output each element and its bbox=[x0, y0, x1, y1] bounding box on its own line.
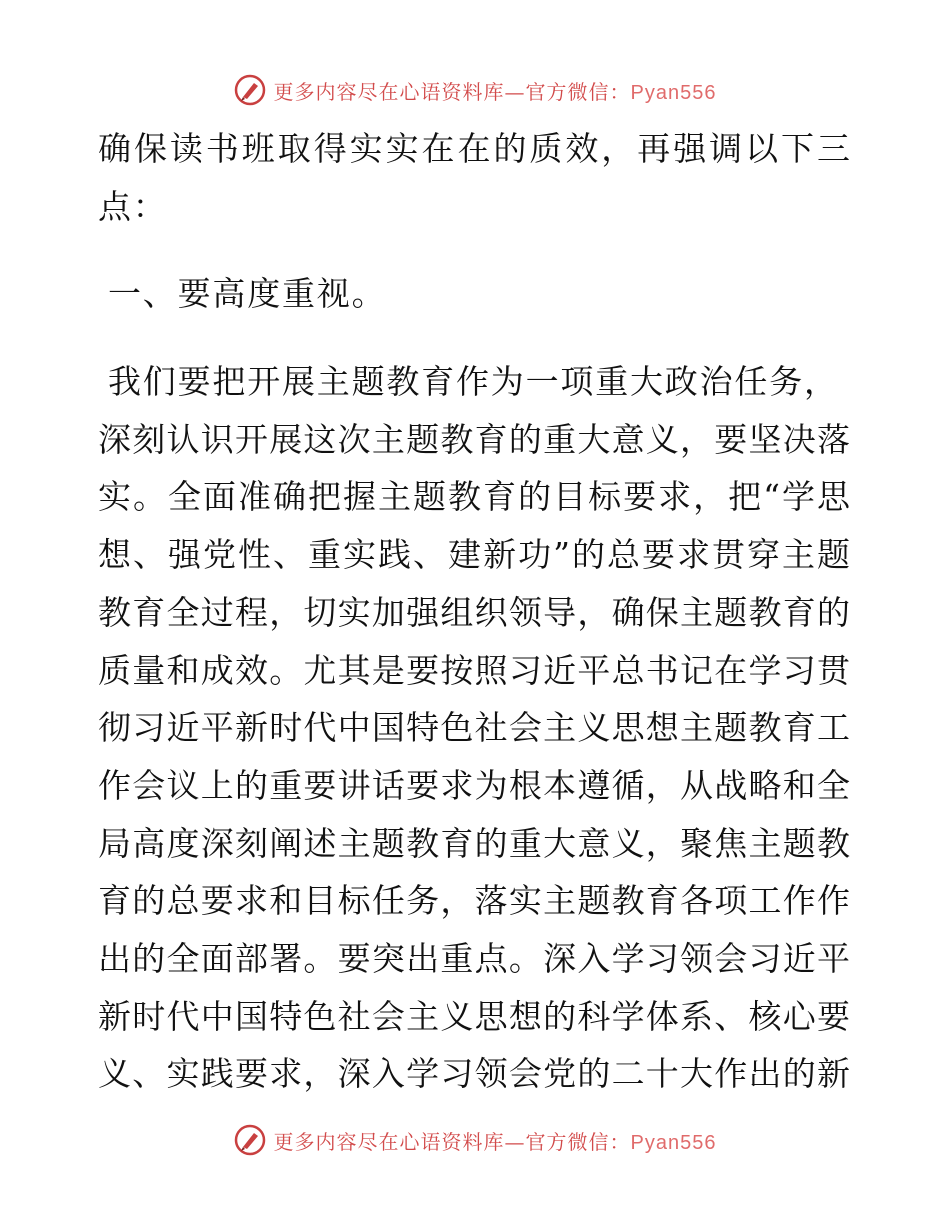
paragraph-line-1: 我们要把开展主题教育作为一项重大政治任务， bbox=[108, 362, 839, 402]
paragraph-line-2: 深刻认识开展这次主题教育的重大意义，要坚决落 bbox=[98, 419, 850, 459]
watermark-account: Pyan556 bbox=[630, 81, 717, 104]
quill-logo-icon bbox=[234, 1124, 266, 1156]
paragraph-line-12: 新时代中国特色社会主义思想的科学体系、核心要 bbox=[98, 996, 850, 1036]
quill-logo-icon bbox=[234, 74, 266, 106]
paragraph-line-9: 局高度深刻阐述主题教育的重大意义，聚焦主题教 bbox=[98, 823, 850, 863]
paragraph-line-7: 彻习近平新时代中国特色社会主义思想主题教育工 bbox=[98, 708, 850, 748]
paragraph-line-11: 出的全面部署。要突出重点。深入学习领会习近平 bbox=[98, 938, 850, 978]
paragraph-line-6: 质量和成效。尤其是要按照习近平总书记在学习贯 bbox=[98, 650, 850, 690]
watermark-text: 更多内容尽在心语资料库—官方微信：Pyan556 bbox=[273, 79, 717, 104]
intro-line-1: 确保读书班取得实实在在的质效，再强调以下三 bbox=[98, 129, 850, 168]
paragraph-line-13: 义、实践要求，深入学习领会党的二十大作出的新 bbox=[98, 1054, 850, 1094]
section-heading: 一、要高度重视。 bbox=[108, 274, 387, 314]
intro-line-2: 点： bbox=[98, 186, 168, 226]
paragraph-line-5: 教育全过程，切实加强组织领导，确保主题教育的 bbox=[98, 592, 850, 632]
watermark-footer bbox=[0, 1120, 950, 1160]
paragraph-line-3: 实。全面准确把握主题教育的目标要求，把“学思 bbox=[98, 477, 850, 517]
document-body bbox=[98, 120, 850, 1103]
paragraph-line-8: 作会议上的重要讲话要求为根本遵循，从战略和全 bbox=[98, 765, 850, 805]
paragraph-line-4: 想、强党性、重实践、建新功”的总要求贯穿主题 bbox=[98, 535, 850, 575]
watermark-header bbox=[0, 70, 950, 110]
watermark-account: Pyan556 bbox=[630, 1131, 717, 1154]
paragraph-line-10: 育的总要求和目标任务，落实主题教育各项工作作 bbox=[98, 881, 850, 921]
watermark-text: 更多内容尽在心语资料库—官方微信：Pyan556 bbox=[273, 1129, 717, 1154]
